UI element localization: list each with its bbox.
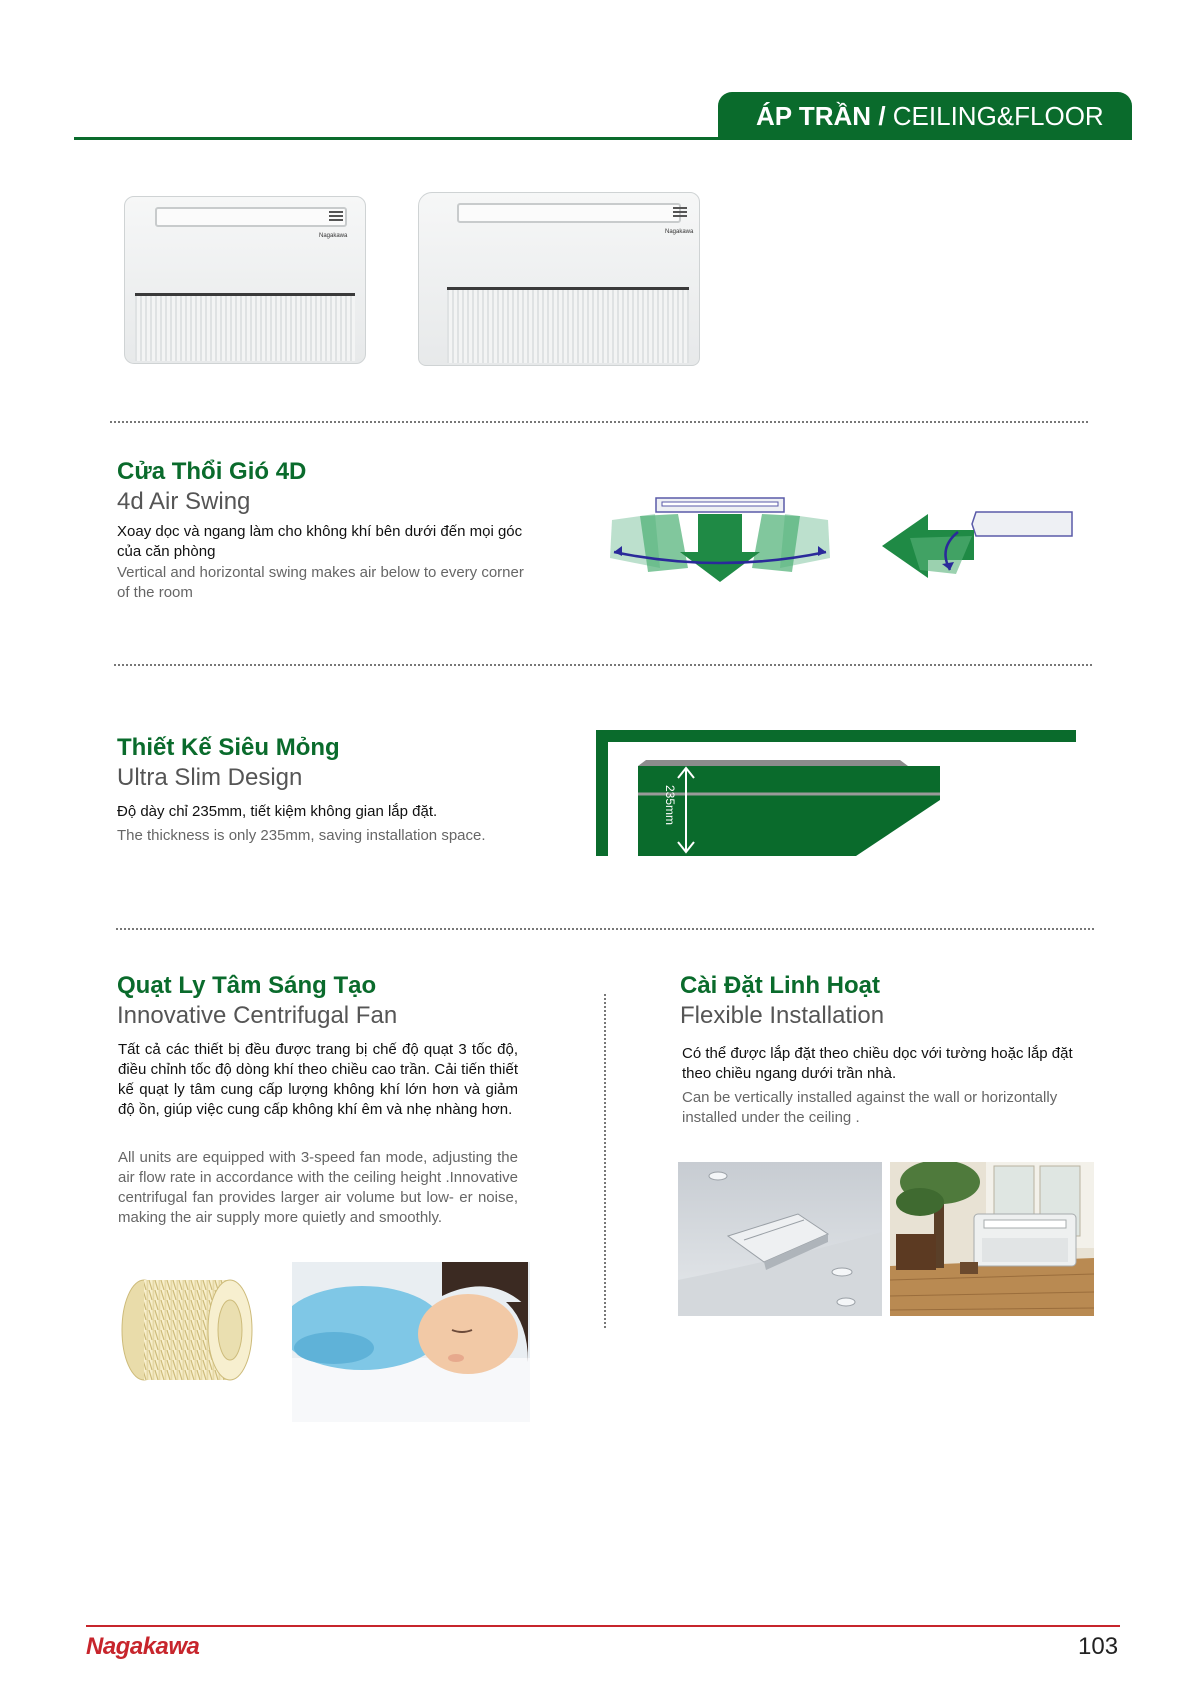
control-buttons: [329, 211, 343, 223]
floor-installation-photo: [890, 1162, 1094, 1316]
header-category-tab: [718, 92, 1132, 140]
air-swing-subtitle: 4d Air Swing: [117, 488, 251, 515]
slim-design-desc-en: The thickness is only 235mm, saving installation space.: [117, 827, 486, 844]
install-desc-vn: Có thể được lắp đặt theo chiều dọc với tường hoặc lắp đặt theo chiều ngang dưới trần nhà.: [682, 1045, 1073, 1082]
air-swing-desc-vn: Xoay dọc và ngang làm cho không khí bên dưới đến mọi góc của căn phòng: [117, 523, 523, 560]
air-outlet-slot: [457, 203, 681, 223]
air-intake-grille: [447, 287, 689, 363]
side-airflow-icon: [880, 508, 1080, 580]
header-title-en: CEILING&FLOOR: [892, 101, 1104, 131]
four-direction-airflow-icon: [600, 496, 840, 586]
section-divider: [110, 421, 1088, 423]
product-brand-label: Nagakawa: [319, 233, 348, 239]
air-swing-title: Cửa Thổi Gió 4D: [117, 458, 307, 485]
product-image-small-unit: [124, 196, 366, 364]
air-swing-desc-en: Vertical and horizontal swing makes air below to every corner of the room: [117, 564, 524, 601]
slim-design-title: Thiết Kế Siêu Mỏng: [117, 734, 340, 761]
control-buttons: [673, 207, 687, 219]
section-divider: [114, 664, 1092, 666]
sleeping-child-photo: [292, 1262, 530, 1422]
footer-rule: [86, 1625, 1120, 1627]
slim-dimension-label: 235mm: [663, 785, 677, 826]
page-number: 103: [1078, 1633, 1119, 1660]
footer-brand-logo: Nagakawa: [86, 1633, 200, 1660]
fan-desc-vn: Tất cả các thiết bị đều được trang bị chế độ quạt 3 tốc độ, điều chỉnh tốc độ dòng khí theo chiều cao trần. Cải tiến thiết kế quạt ly tâm cung cấp lượng không khí lớn hơn và giảm độ ồn, giúp việc cung cấp không khí êm và nhẹ nhàng hơn.: [118, 1041, 518, 1118]
fan-subtitle: Innovative Centrifugal Fan: [117, 1002, 398, 1029]
header-separator: /: [871, 101, 893, 131]
centrifugal-fan-photo: [118, 1270, 258, 1396]
header-title-vn: ÁP TRẦN: [756, 101, 872, 131]
ceiling-installation-photo: [678, 1162, 882, 1316]
column-divider: [604, 994, 606, 1328]
slim-design-desc-vn: Độ dày chỉ 235mm, tiết kiệm không gian lắp đặt.: [117, 803, 438, 820]
slim-design-subtitle: Ultra Slim Design: [117, 764, 303, 791]
install-desc-en: Can be vertically installed against the wall or horizontally installed under the ceiling .: [682, 1089, 1058, 1126]
install-subtitle: Flexible Installation: [680, 1002, 885, 1029]
slim-design-diagram: [596, 730, 1076, 856]
fan-desc-en: All units are equipped with 3-speed fan mode, adjusting the air flow rate in accordance with the ceiling height .Innovative centrifugal fan provides larger air volume but low- er noise, making the air supply more quietly and smoothly.: [118, 1149, 518, 1226]
install-title: Cài Đặt Linh Hoạt: [680, 972, 881, 999]
fan-title: Quạt Ly Tâm Sáng Tạo: [117, 972, 377, 999]
air-outlet-slot: [155, 207, 347, 227]
section-divider: [116, 928, 1094, 930]
air-intake-grille: [135, 293, 355, 361]
product-image-large-unit: [418, 192, 700, 366]
product-brand-label: Nagakawa: [665, 229, 694, 235]
